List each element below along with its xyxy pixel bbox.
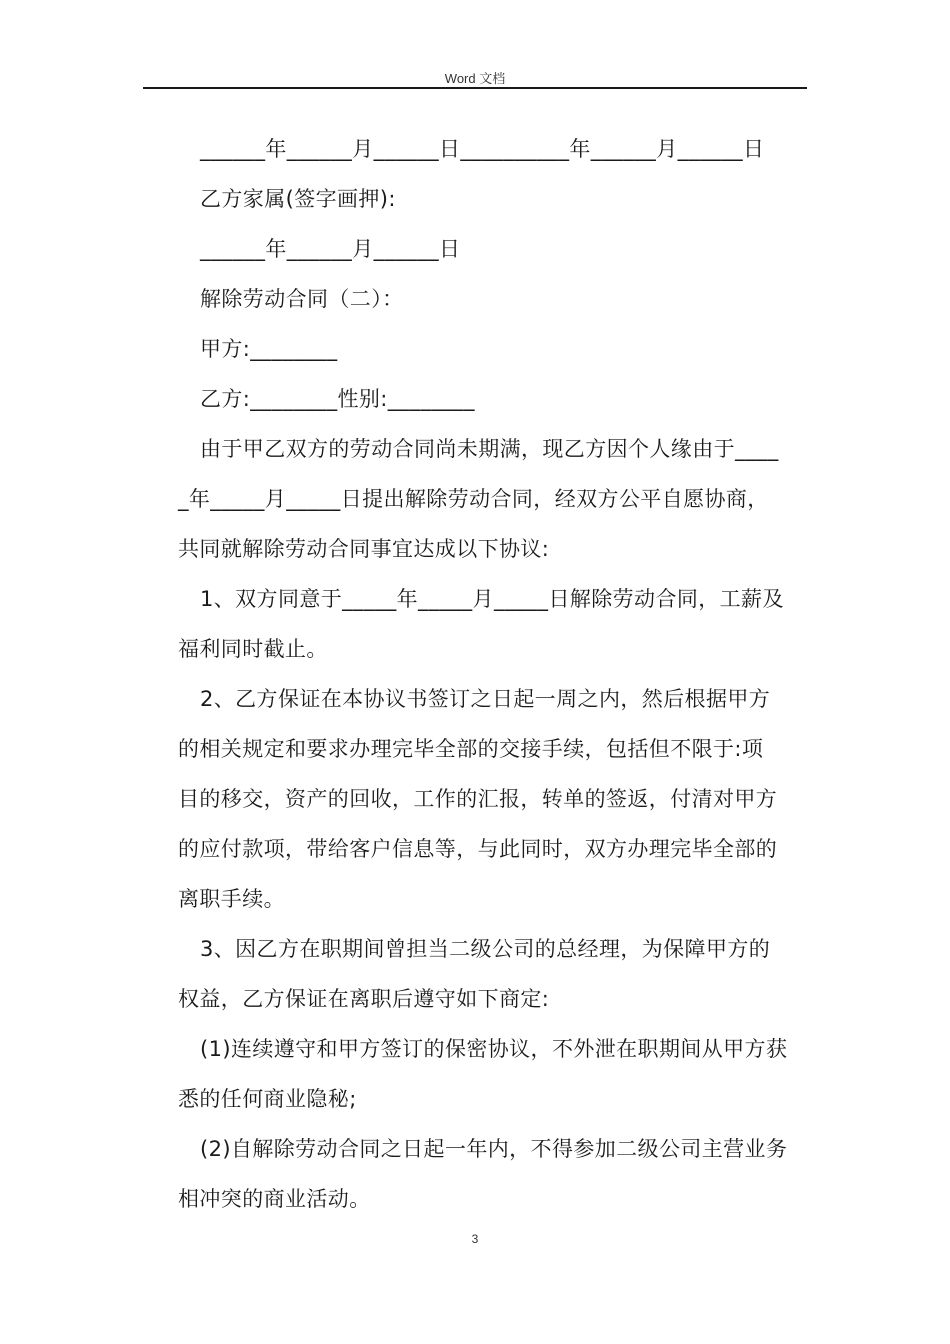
text-line: 相冲突的商业活动。 — [178, 1187, 371, 1211]
text-line: 乙方家属(签字画押): — [200, 187, 396, 211]
text-line: 离职手续。 — [178, 887, 285, 911]
text-line: 福利同时截止。 — [178, 637, 328, 661]
text-line: (2)自解除劳动合同之日起一年内，不得参加二级公司主营业务 — [200, 1137, 788, 1161]
text-line: 由于甲乙双方的劳动合同尚未期满，现乙方因个人缘由于____ — [200, 437, 779, 461]
text-line: 权益，乙方保证在离职后遵守如下商定: — [178, 987, 550, 1011]
text-line: ______年______月______日 — [200, 237, 461, 261]
text-line: 目的移交，资产的回收，工作的汇报，转单的签返，付清对甲方 — [178, 787, 778, 811]
text-line: ______年______月______日__________年______月______日 — [200, 137, 765, 161]
text-line: 共同就解除劳动合同事宜达成以下协议: — [178, 537, 550, 561]
text-line: 3、因乙方在职期间曾担当二级公司的总经理，为保障甲方的 — [200, 937, 771, 961]
page-header: Word 文档 — [444, 71, 506, 86]
text-line: 2、乙方保证在本协议书签订之日起一周之内，然后根据甲方 — [200, 687, 771, 711]
text-line: 乙方:________性别:________ — [200, 387, 475, 411]
document-body — [178, 124, 804, 1224]
text-line: 甲方:________ — [200, 337, 338, 361]
page-number: 3 — [471, 1232, 479, 1246]
text-line: 的相关规定和要求办理完毕全部的交接手续，包括但不限于:项 — [178, 737, 764, 761]
text-line: 悉的任何商业隐秘; — [178, 1087, 357, 1111]
text-line: 的应付款项，带给客户信息等，与此同时，双方办理完毕全部的 — [178, 837, 778, 861]
text-line: (1)连续遵守和甲方签订的保密协议，不外泄在职期间从甲方获 — [200, 1037, 788, 1061]
text-line: 1、双方同意于_____年_____月_____日解除劳动合同，工薪及 — [200, 587, 784, 611]
section-heading: 解除劳动合同（二）： — [200, 287, 404, 311]
header-rule — [143, 87, 807, 89]
text-line: _年_____月_____日提出解除劳动合同，经双方公平自愿协商， — [178, 487, 769, 511]
